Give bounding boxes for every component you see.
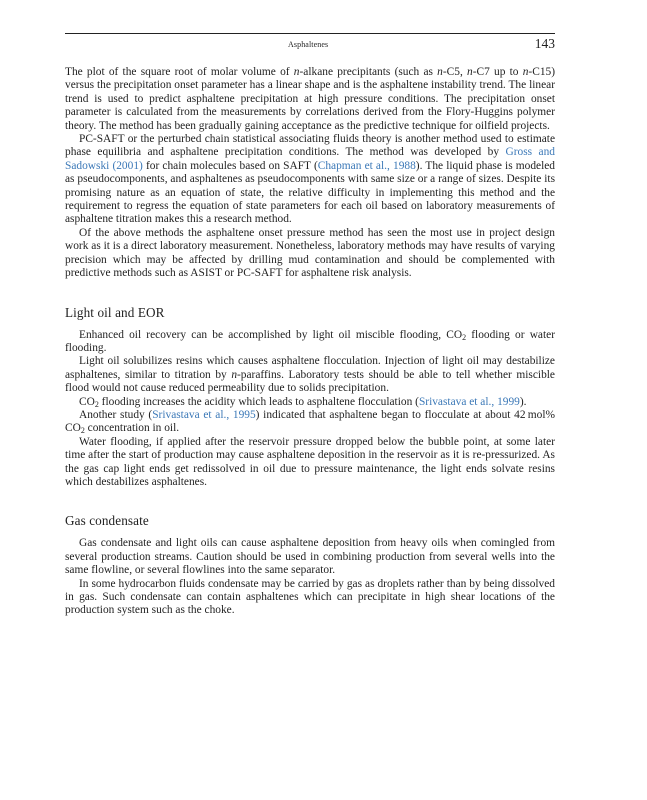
paragraph-onset-parameter: The plot of the square root of molar volume of n-alkane precipitants (such as n-C5, n-C7 up to n-C15) versus the precipitation onset parameter has a linear shape and is the asphaltene instability trend. The linear trend is used to predict asphaltene precipitation at high pressure conditions. The precipitation onset parameter is calculated from the measurements by correlations derived from the Flory-Huggins polymer theory. The method has been gradually gaining acceptance as the predictive technique for oilfield projects. [65, 66, 555, 132]
section-heading-light-oil-eor: Light oil and EOR [65, 304, 165, 320]
citation-chapman[interactable]: Chapman et al., 1988 [317, 159, 416, 172]
page-number: 143 [534, 36, 555, 51]
running-title: Asphaltenes [288, 40, 329, 49]
paragraph-condensate-droplets: In some hydrocarbon fluids condensate may be carried by gas as droplets rather than by being dissolved in gas. Such condensate can contain asphaltenes which can precipitate in high shear locations of the production system such as the choke. [65, 577, 555, 617]
citation-gross-sadowski[interactable]: Gross and Sadowski (2001) [65, 146, 555, 172]
paragraph-co2-flooding: $CO_2$ flooding increases the acidity which leads to asphaltene flocculation (Srivastava et al., 1999). [79, 395, 527, 409]
paragraph-another-study: Another study (Srivastava et al., 1995) indicated that asphaltene began to flocculate at about 42 mol% $CO_2$ concentration in oil. [65, 408, 556, 436]
paragraph-light-oil: Light oil solubilizes resins which causes asphaltene flocculation. Injection of light oil may destabilize asphaltenes, similar to titration by n-paraffins. Laboratory tests should be able to tell whether miscible flood would not cause reduced permeability due to solids precipitation. [65, 355, 555, 395]
paragraph-gas-condensate-commingling: Gas condensate and light oils can cause asphaltene deposition from heavy oils when comingled from several production streams. Caution should be used in combining production from several wells into the same flowline, or several flowlines into the same separator. [65, 537, 555, 577]
section-heading-gas-condensate: Gas condensate [65, 513, 149, 529]
paragraph-eor-intro: Enhanced oil recovery can be accomplished by light oil miscible flooding, $CO_2$ flooding or water flooding. [65, 328, 555, 354]
page-body [65, 66, 555, 618]
citation-srivastava-1995[interactable]: Srivastava et al., 1995 [152, 408, 256, 421]
paragraph-water-flooding: Water flooding, if applied after the reservoir pressure dropped below the bubble point, at some later time after the start of production may cause asphaltene deposition in the reservoir as it is re-pressurized. As the gas cap light ends get redissolved in oil due to pressure maintenance, the light ends solvate resins which destabilizes asphaltenes. [65, 435, 555, 488]
paragraph-pc-saft: PC-SAFT or the perturbed chain statistical associating fluids theory is another method used to estimate phase equilibria and asphaltene precipitation conditions. The method was developed by Gross and Sadowski (2001) for chain molecules based on SAFT (Chapman et al., 1988). The liquid phase is modeled as pseudocomponents, and asphaltenes as pseudocomponents with same size or a range of sizes. Despite its promising nature as an equation of state, the relative difficulty in implementing this method and the requirement to regress the equation of state parameters for each oil based on laboratory measurements of asphaltene titration makes this a research method. [65, 133, 555, 226]
citation-srivastava-1999[interactable]: Srivastava et al., 1999 [418, 395, 520, 408]
header-rule [65, 33, 555, 34]
paragraph-onset-pressure: Of the above methods the asphaltene onset pressure method has seen the most use in project design work as it is a direct laboratory measurement. Nonetheless, laboratory methods may have results of varying precision which may be affected by drilling mud contamination and should be complemented with predictive methods such as ASIST or PC-SAFT for asphaltene risk analysis. [65, 226, 555, 280]
